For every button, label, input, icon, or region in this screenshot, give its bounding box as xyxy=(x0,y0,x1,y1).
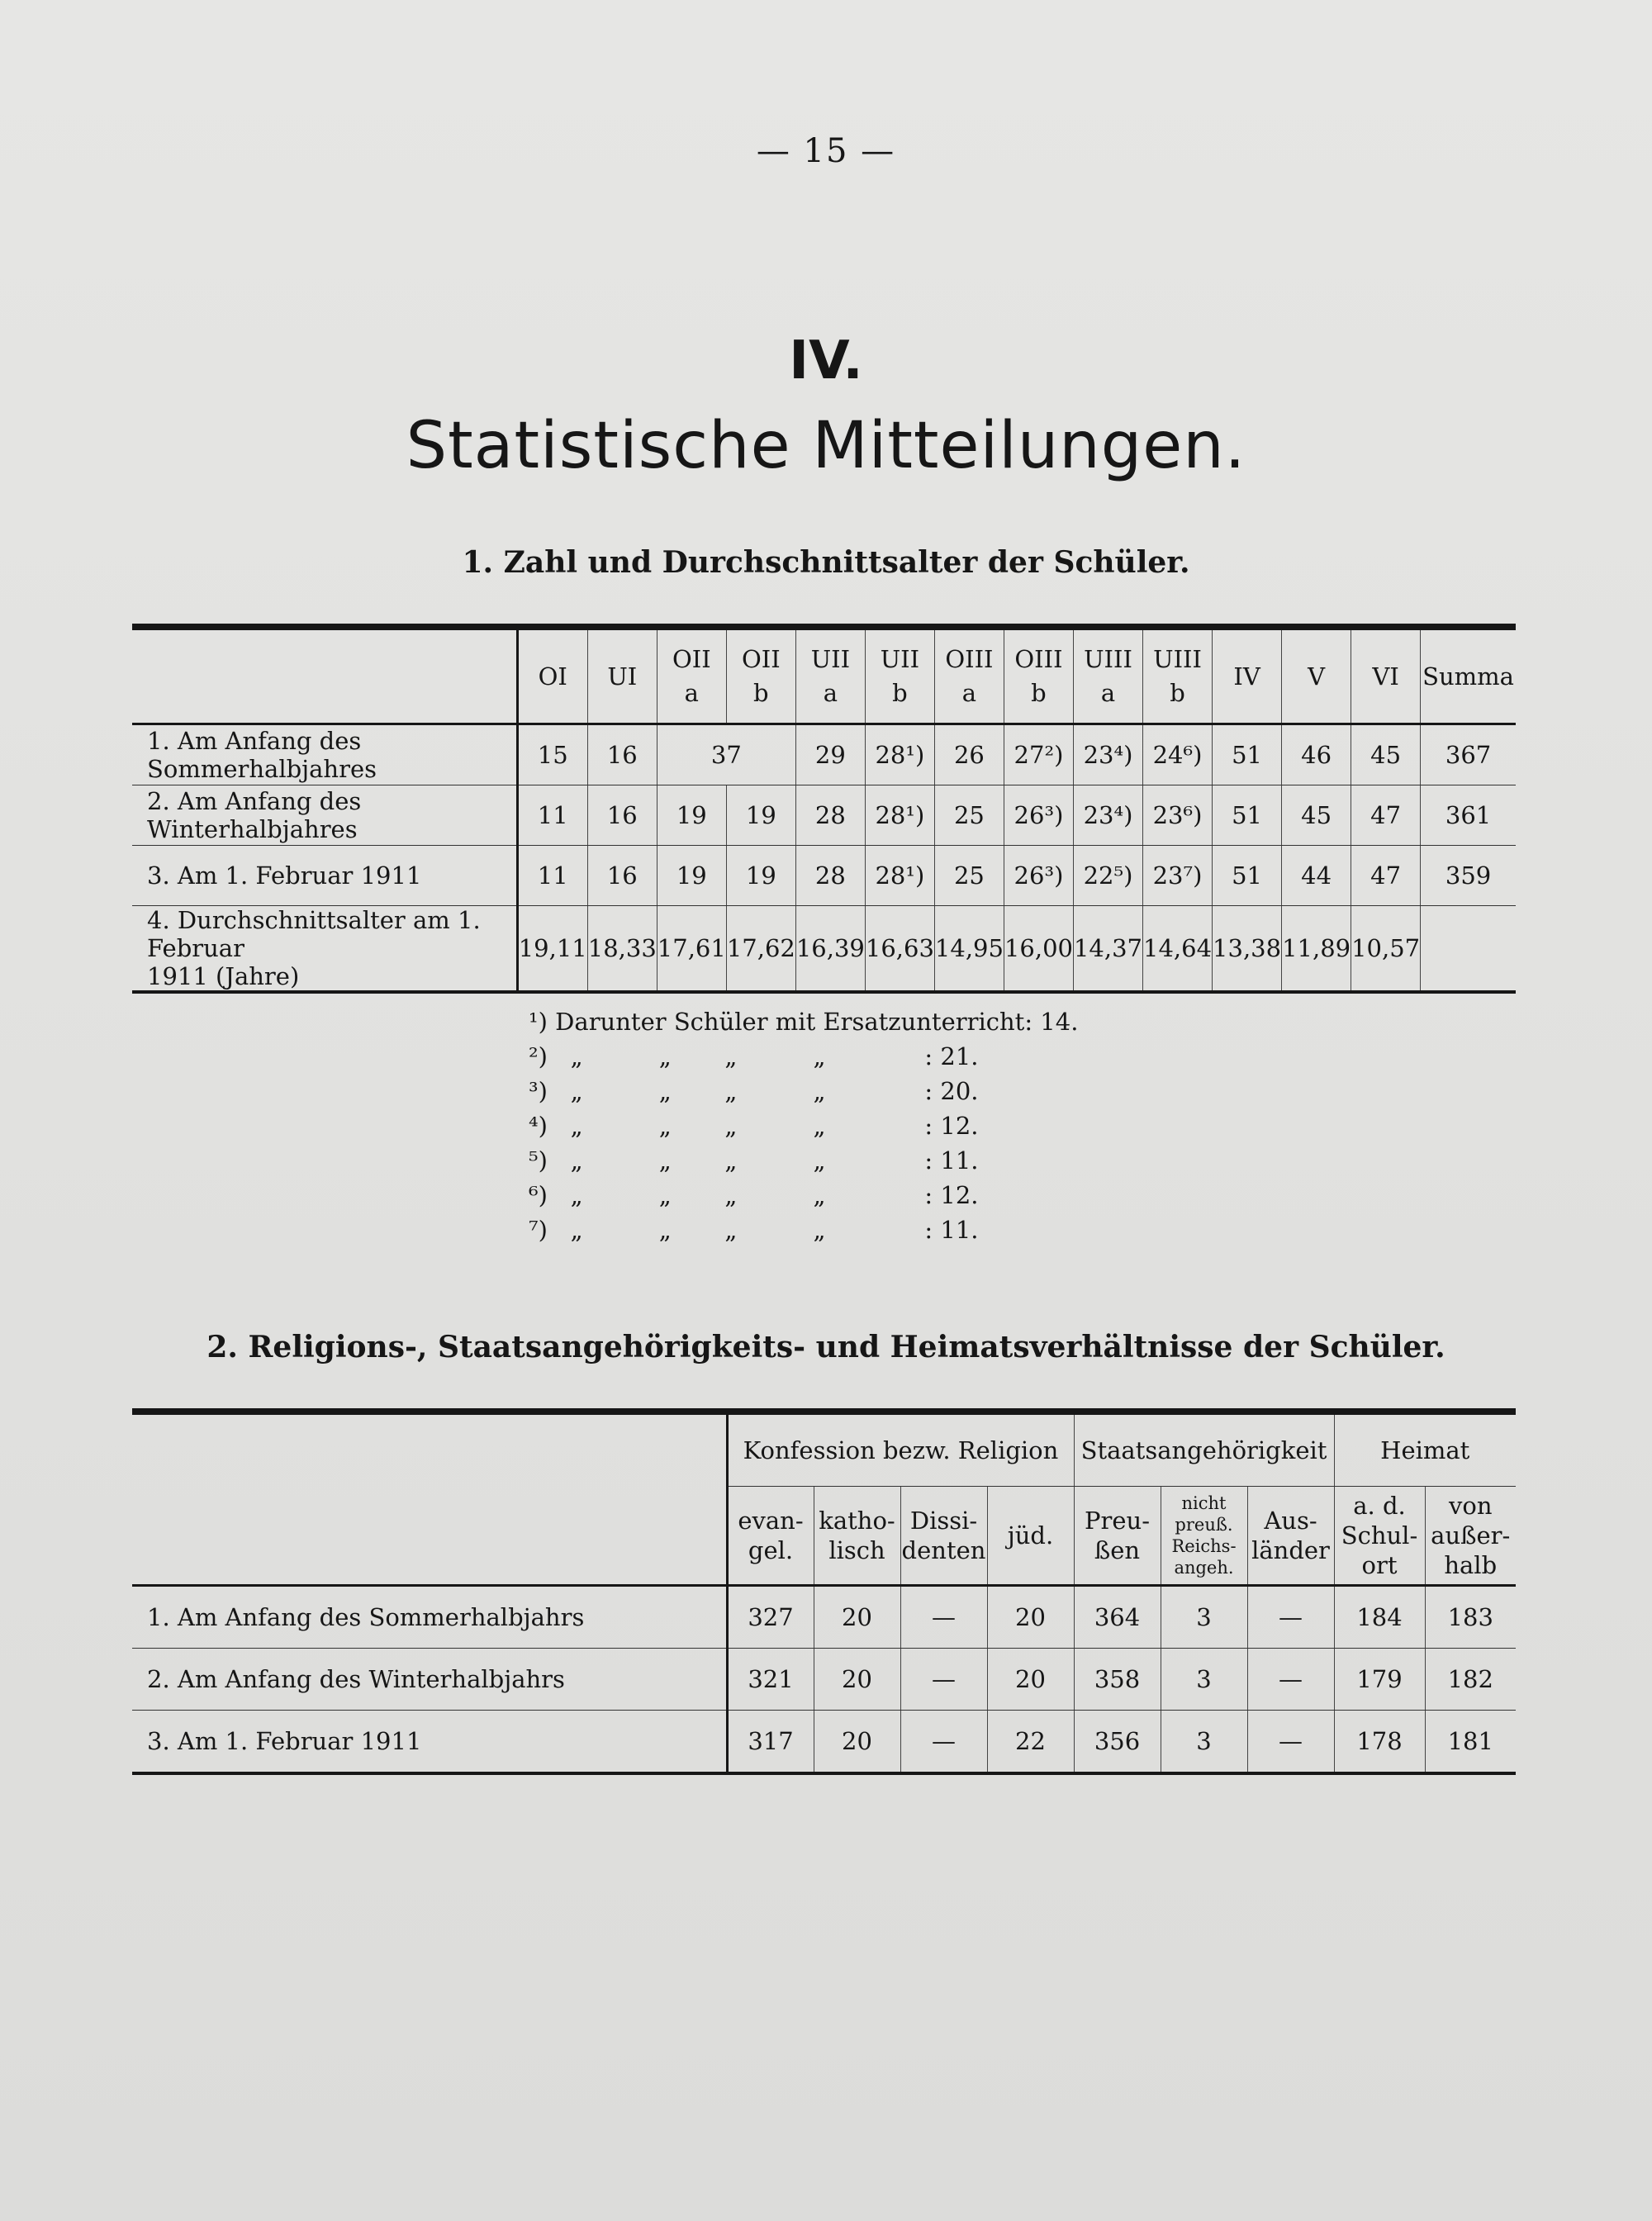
col-header-uiii-a: UIII a xyxy=(1073,627,1142,724)
table-cell: 20 xyxy=(987,1649,1074,1711)
table-cell: 26³) xyxy=(1004,785,1073,846)
table-cell: 28¹) xyxy=(865,724,934,785)
table-cell: 3 xyxy=(1161,1586,1247,1649)
col-header-oii-b: OII b xyxy=(726,627,795,724)
table-cell: 18,33 xyxy=(587,906,657,993)
table-cell: 14,37 xyxy=(1073,906,1142,993)
table-cell: 23⁶) xyxy=(1143,785,1213,846)
table-cell: 3 xyxy=(1161,1711,1247,1774)
table-cell: 25 xyxy=(934,785,1004,846)
table-cell: — xyxy=(1247,1649,1334,1711)
row-label: 3. Am 1. Februar 1911 xyxy=(132,1711,727,1774)
footnote: ²) „ „ „ „ : 21. xyxy=(529,1042,979,1070)
table-cell: 321 xyxy=(727,1649,814,1711)
col-header-evangelisch: evan- gel. xyxy=(727,1487,814,1586)
col-header-v: V xyxy=(1282,627,1351,724)
col-header-katholisch: katho- lisch xyxy=(814,1487,900,1586)
col-header-oiii-b: OIII b xyxy=(1004,627,1073,724)
row-label-line2: 1911 (Jahre) xyxy=(147,962,300,990)
col-header-iv: IV xyxy=(1213,627,1282,724)
table-cell: 367 xyxy=(1421,724,1516,785)
table-cell: 361 xyxy=(1421,785,1516,846)
pupil-count-table xyxy=(132,624,1516,994)
table-cell: 19 xyxy=(657,785,726,846)
col-header-oi: OI xyxy=(517,627,587,724)
table-cell: 19,11 xyxy=(517,906,587,993)
col-header-oii-a: OII a xyxy=(657,627,726,724)
table-cell: 327 xyxy=(727,1586,814,1649)
group-header-religion: Konfession bezw. Religion xyxy=(727,1412,1074,1487)
table-cell: 359 xyxy=(1421,846,1516,906)
table-row xyxy=(132,1711,1516,1774)
col-header-vi: VI xyxy=(1351,627,1421,724)
table-cell: 16 xyxy=(587,724,657,785)
table-cell: 23⁷) xyxy=(1143,846,1213,906)
table2-group-header-row xyxy=(132,1412,1516,1487)
table-cell: 45 xyxy=(1282,785,1351,846)
col-header-ui: UI xyxy=(587,627,657,724)
table-cell: 15 xyxy=(517,724,587,785)
col-header-dissidenten: Dissi- denten xyxy=(900,1487,987,1586)
table-row xyxy=(132,1586,1516,1649)
table-cell: — xyxy=(900,1586,987,1649)
table-cell: 22⁵) xyxy=(1073,846,1142,906)
footnote: ¹) Darunter Schüler mit Ersatzunterricht: 14. xyxy=(529,1008,1079,1036)
footnote: ⁴) „ „ „ „ : 12. xyxy=(529,1112,979,1140)
table-row xyxy=(132,906,1516,993)
table-cell: 45 xyxy=(1351,724,1421,785)
table1-header-blank xyxy=(132,627,517,724)
table-cell: 317 xyxy=(727,1711,814,1774)
table-cell: 47 xyxy=(1351,846,1421,906)
col-header-auslaender: Aus- länder xyxy=(1247,1487,1334,1586)
table-cell: 51 xyxy=(1213,724,1282,785)
footnote: ⁵) „ „ „ „ : 11. xyxy=(529,1146,979,1175)
table-cell: 3 xyxy=(1161,1649,1247,1711)
row-label-line1: 4. Durchschnittsalter am 1. Februar xyxy=(147,906,481,962)
table2-header-blank xyxy=(132,1412,727,1586)
table-cell: 14,64 xyxy=(1143,906,1213,993)
col-header-uii-b: UII b xyxy=(865,627,934,724)
table-cell: 20 xyxy=(814,1649,900,1711)
table1-title: 1. Zahl und Durchschnittsalter der Schüler. xyxy=(462,545,1190,580)
table-cell: 23⁴) xyxy=(1073,724,1142,785)
col-header-summa: Summa xyxy=(1421,627,1516,724)
table2-title: 2. Religions-, Staatsangehörigkeits- und Heimatsverhältnisse der Schüler. xyxy=(206,1330,1446,1364)
table-cell: 19 xyxy=(726,785,795,846)
religion-citizenship-table xyxy=(132,1408,1516,1775)
table-cell: 28¹) xyxy=(865,846,934,906)
table-cell: 19 xyxy=(726,846,795,906)
table-cell: — xyxy=(1247,1711,1334,1774)
table-cell: 51 xyxy=(1213,846,1282,906)
table-cell: 28 xyxy=(795,846,865,906)
table-cell: 182 xyxy=(1425,1649,1516,1711)
row-label xyxy=(132,906,517,993)
table-cell: 19 xyxy=(657,846,726,906)
table-cell: 22 xyxy=(987,1711,1074,1774)
table-row xyxy=(132,1649,1516,1711)
table-cell: 13,38 xyxy=(1213,906,1282,993)
page-title: Statistische Mitteilungen. xyxy=(406,409,1246,483)
table-cell: 16 xyxy=(587,785,657,846)
col-header-nicht-preussisch: nicht preuß. Reichs- angeh. xyxy=(1161,1487,1247,1586)
table-cell: 10,57 xyxy=(1351,906,1421,993)
table-cell: 23⁴) xyxy=(1073,785,1142,846)
table-cell: 17,61 xyxy=(657,906,726,993)
table-cell: 181 xyxy=(1425,1711,1516,1774)
table-cell: 26³) xyxy=(1004,846,1073,906)
table1-header-row xyxy=(132,627,1516,724)
table-row xyxy=(132,846,1516,906)
table-cell: 51 xyxy=(1213,785,1282,846)
table-cell xyxy=(1421,906,1516,993)
table-cell: 16,00 xyxy=(1004,906,1073,993)
row-label: 1. Am Anfang des Sommerhalbjahrs xyxy=(132,1586,727,1649)
table-cell: 16 xyxy=(587,846,657,906)
table-cell: 364 xyxy=(1074,1586,1161,1649)
table-cell: 27²) xyxy=(1004,724,1073,785)
row-label: 3. Am 1. Februar 1911 xyxy=(132,846,517,906)
table-cell: — xyxy=(900,1649,987,1711)
table-cell: 25 xyxy=(934,846,1004,906)
col-header-ausserhalb: von außer- halb xyxy=(1425,1487,1516,1586)
table-cell-merged: 37 xyxy=(657,724,795,785)
table-cell: 28¹) xyxy=(865,785,934,846)
footnote: ⁷) „ „ „ „ : 11. xyxy=(529,1216,979,1244)
table-cell: 358 xyxy=(1074,1649,1161,1711)
table-cell: 16,63 xyxy=(865,906,934,993)
table-cell: 178 xyxy=(1334,1711,1425,1774)
col-header-preussen: Preu- ßen xyxy=(1074,1487,1161,1586)
table-cell: 11 xyxy=(517,846,587,906)
table-cell: 26 xyxy=(934,724,1004,785)
table-cell: 29 xyxy=(795,724,865,785)
row-label: 2. Am Anfang des Winterhalbjahrs xyxy=(132,1649,727,1711)
row-label: 2. Am Anfang des Winterhalbjahres xyxy=(132,785,517,846)
table-cell: 14,95 xyxy=(934,906,1004,993)
table-cell: 11,89 xyxy=(1282,906,1351,993)
table-cell: 356 xyxy=(1074,1711,1161,1774)
section-number: IV. xyxy=(789,330,863,392)
footnote: ³) „ „ „ „ : 20. xyxy=(529,1077,979,1105)
table-cell: 44 xyxy=(1282,846,1351,906)
table-cell: — xyxy=(1247,1586,1334,1649)
col-header-uiii-b: UIII b xyxy=(1143,627,1213,724)
table-cell: 184 xyxy=(1334,1586,1425,1649)
table-cell: 16,39 xyxy=(795,906,865,993)
col-header-oiii-a: OIII a xyxy=(934,627,1004,724)
table-cell: 47 xyxy=(1351,785,1421,846)
table-cell: 179 xyxy=(1334,1649,1425,1711)
footnote: ⁶) „ „ „ „ : 12. xyxy=(529,1181,979,1209)
table-cell: 20 xyxy=(814,1586,900,1649)
table-cell: 183 xyxy=(1425,1586,1516,1649)
col-header-uii-a: UII a xyxy=(795,627,865,724)
col-header-juedisch: jüd. xyxy=(987,1487,1074,1586)
table-cell: 46 xyxy=(1282,724,1351,785)
table-row xyxy=(132,785,1516,846)
col-header-schulort: a. d. Schul- ort xyxy=(1334,1487,1425,1586)
table-cell: 11 xyxy=(517,785,587,846)
group-header-citizenship: Staatsangehörigkeit xyxy=(1074,1412,1334,1487)
table-cell: 20 xyxy=(987,1586,1074,1649)
table-cell: 24⁶) xyxy=(1143,724,1213,785)
row-label: 1. Am Anfang des Sommerhalbjahres xyxy=(132,724,517,785)
table-cell: 17,62 xyxy=(726,906,795,993)
table-cell: 28 xyxy=(795,785,865,846)
table-row xyxy=(132,724,1516,785)
table-cell: — xyxy=(900,1711,987,1774)
page-number: — 15 — xyxy=(756,132,896,170)
table-cell: 20 xyxy=(814,1711,900,1774)
group-header-heimat: Heimat xyxy=(1334,1412,1516,1487)
